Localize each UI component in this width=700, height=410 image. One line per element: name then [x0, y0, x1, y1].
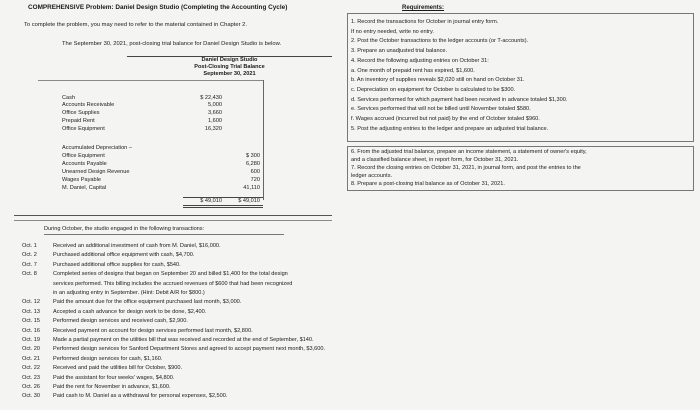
transaction-description: Paid the rent for November in advance, $1,600.	[53, 384, 171, 390]
requirement-line: a. One month of prepaid rent has expired, $1,600.	[351, 67, 475, 74]
requirement-line: b. An inventory of supplies reveals $2,020 still on hand on October 31.	[351, 77, 525, 84]
requirements-box-1	[347, 13, 694, 142]
transaction-description: Performed design services for cash, $1,160.	[53, 355, 163, 362]
transaction-description: Purchased additional office equipment with cash, $4,700.	[53, 252, 195, 259]
tb-account-name: Prepaid Rent	[62, 118, 95, 124]
requirement-line: 3. Prepare an unadjusted trial balance.	[351, 48, 448, 55]
transaction-description: Performed design services and received cash, $2,900.	[53, 318, 188, 325]
tb-credit: 6,280	[246, 161, 260, 167]
transaction-date: Oct. 1	[22, 243, 37, 249]
requirement-line: f. Wages accrued (incurred but not paid) by the end of October totaled $960.	[351, 116, 540, 122]
tb-debit: 5,000	[208, 102, 222, 108]
tb-total-debit: $ 49,010	[200, 198, 222, 204]
tb-title-statement: Post-Closing Trial Balance	[194, 64, 265, 70]
transaction-date: Oct. 30	[22, 393, 41, 400]
transaction-date: Oct. 22	[22, 365, 41, 372]
transaction-date: Oct. 13	[22, 308, 41, 315]
transaction-date: Oct. 21	[22, 355, 41, 362]
transaction-date: Oct. 15	[22, 318, 41, 325]
transactions-intro: During October, the studio engaged in the following transactions:	[44, 226, 205, 232]
transaction-date: Oct. 7	[22, 261, 37, 268]
requirement-line: d. Services performed for which payment had been received in advance totaled $1,300.	[351, 96, 568, 103]
transaction-date: Oct. 16	[22, 327, 41, 334]
transaction-date: Oct. 19	[22, 337, 41, 343]
requirements-heading: Requirements:	[402, 5, 445, 11]
transaction-date: Oct. 26	[22, 384, 41, 390]
transaction-description: Performed design services for Sanford Department Stores and agreed to accept payment next month, $3,600.	[53, 346, 326, 353]
tb-account-name: Office Supplies	[62, 110, 100, 116]
transaction-description: services performed. This billing includes the accrued revenues of $600 that had been recognized	[53, 280, 293, 287]
transaction-description: Purchased additional office supplies for cash, $540.	[53, 261, 181, 268]
tb-credit: 720	[250, 177, 260, 183]
tb-credit: 41,110	[243, 185, 260, 191]
tb-account-name: Office Equipment	[62, 153, 105, 159]
requirement-line: 2. Post the October transactions to the ledger accounts (or T-accounts).	[351, 38, 529, 45]
tb-credit: $ 300	[246, 153, 260, 159]
tb-debit: 3,660	[208, 110, 222, 116]
transaction-date: Oct. 8	[22, 271, 37, 278]
problem-title: COMPREHENSIVE Problem: Daniel Design Studio (Completing the Accounting Cycle)	[28, 4, 288, 11]
requirement-line: c. Depreciation on equipment for October is calculated to be $300.	[351, 86, 516, 93]
trial-balance-note: The September 30, 2021, post-closing trial balance for Daniel Design Studio is below.	[62, 41, 282, 47]
tb-credit: 600	[250, 169, 260, 175]
tb-account-name: Wages Payable	[62, 177, 101, 183]
tb-debit: $ 22,430	[200, 95, 222, 101]
transaction-description: Accepted a cash advance for design work to be done, $2,400.	[53, 308, 207, 315]
intro-text: To complete the problem, you may need to refer to the material contained in Chapter 2.	[24, 22, 247, 28]
transaction-description: Received and paid the utilities bill for October, $900.	[53, 365, 183, 372]
requirement-line: 1. Record the transactions for October in journal entry form.	[351, 19, 499, 25]
requirement-line: e. Services performed that will not be billed until November totaled $580.	[351, 106, 531, 113]
tb-account-name: Office Equipment	[62, 126, 105, 132]
requirements-box-2	[347, 146, 694, 191]
requirement-line: 7. Record the closing entries on October 31, 2021, in journal form, and post the entries to the	[351, 165, 581, 171]
tb-account-name: Unearned Design Revenue	[62, 169, 130, 175]
transaction-description: Made a partial payment on the utilities bill that was received and recorded at the end of September, $140.	[53, 337, 314, 343]
tb-total-credit: $ 49,010	[238, 198, 260, 204]
requirement-line: 5. Post the adjusting entries to the ledger and prepare an adjusted trial balance.	[351, 125, 549, 132]
tb-debit: 1,600	[208, 118, 222, 124]
transaction-description: Completed series of designs that began on September 20 and billed $1,400 for the total design	[53, 271, 288, 278]
tb-account-name: Accumulated Depreciation –	[62, 145, 132, 151]
transaction-date: Oct. 23	[22, 374, 41, 381]
transaction-description: Paid the amount due for the office equipment purchased last month, $3,000.	[53, 299, 242, 306]
tb-account-name: Accounts Receivable	[62, 102, 115, 108]
tb-title-company: Daniel Design Studio	[201, 57, 258, 63]
tb-title-date: September 30, 2021	[203, 71, 256, 77]
tb-debit: 16,320	[204, 126, 222, 132]
transaction-date: Oct. 12	[22, 299, 41, 306]
tb-account-name: Accounts Payable	[62, 161, 107, 167]
requirement-line: and a classified balance sheet, in report form, for October 31, 2021.	[351, 157, 519, 163]
transaction-date: Oct. 2	[22, 252, 37, 259]
transaction-description: in an adjusting entry in September. (Hint: Debit A/R for $800.)	[53, 290, 205, 296]
transaction-description: Paid the assistant for four weeks' wages, $4,800.	[53, 374, 175, 381]
transaction-description: Received payment on account for design services performed last month, $2,800.	[53, 327, 253, 334]
tb-account-name: M. Daniel, Capital	[62, 185, 107, 191]
requirement-line: If no entry needed, write no entry.	[351, 28, 434, 35]
requirement-line: 4. Record the following adjusting entries on October 31:	[351, 57, 489, 64]
requirement-line: 6. From the adjusted trial balance, prepare an income statement, a statement of owner's equity,	[351, 149, 587, 155]
requirement-line: 8. Prepare a post-closing trial balance as of October 31, 2021.	[351, 181, 505, 187]
tb-account-name: Cash	[62, 95, 76, 101]
transaction-description: Received an additional investment of cash from M. Daniel, $16,000.	[53, 243, 221, 249]
requirement-line: ledger accounts.	[351, 173, 393, 179]
transaction-date: Oct. 20	[22, 346, 41, 353]
transaction-description: Paid cash to M. Daniel as a withdrawal for personal expenses, $2,500.	[53, 393, 228, 400]
